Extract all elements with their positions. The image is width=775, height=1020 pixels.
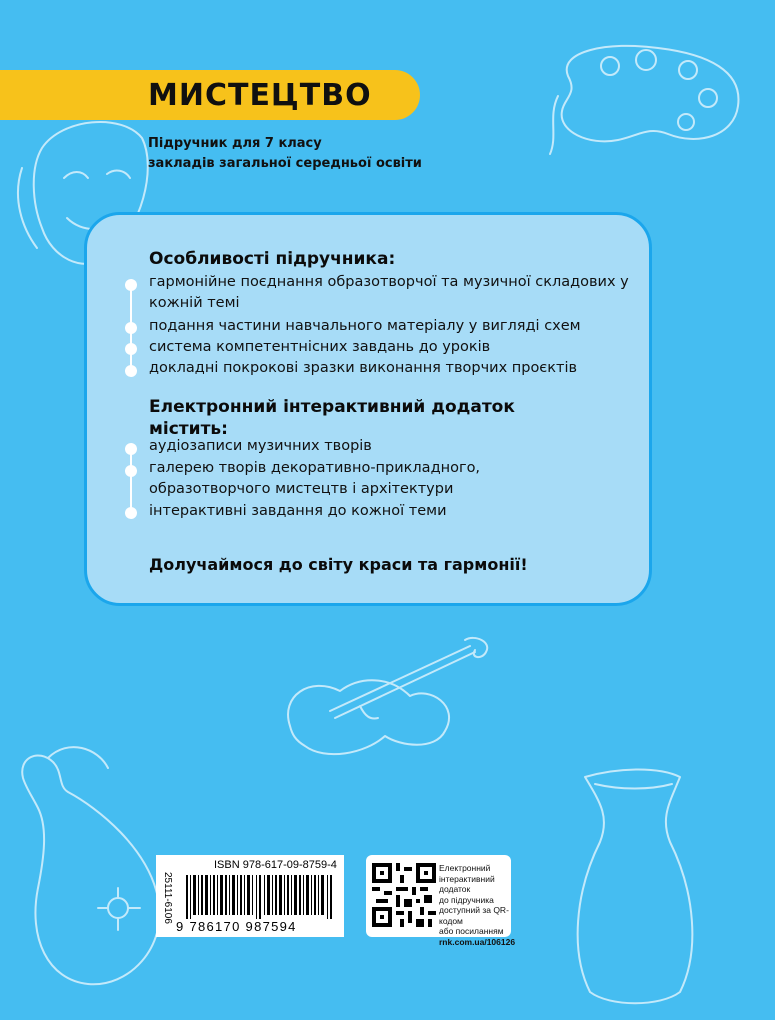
qr-url-link[interactable]: rnk.com.ua/106126	[439, 936, 516, 947]
supplement-heading-line-2: містить:	[149, 419, 228, 439]
qr-line: або посиланням	[439, 926, 504, 936]
side-code: 25111-6106	[162, 872, 173, 924]
subtitle-line-1: Підручник для 7 класу	[148, 136, 322, 151]
feature-item-4: докладні покрокові зразки виконання творчих проєктів	[149, 360, 578, 376]
book-title: МИСТЕЦТВО	[148, 78, 372, 113]
violin-drawing-icon	[270, 636, 500, 766]
bullet-dot	[125, 507, 137, 519]
ean-digits: 9 786170 987594	[176, 919, 297, 934]
subtitle-line-2: закладів загальної середньої освіти	[148, 156, 422, 171]
qr-line: Електронний	[439, 863, 491, 873]
pitcher-drawing-icon	[8, 738, 178, 998]
isbn-label: ISBN 978-617-09-8759-4	[214, 859, 337, 871]
vase-drawing-icon	[560, 762, 710, 1012]
supplement-rail	[130, 449, 132, 513]
bullet-dot	[125, 365, 137, 377]
supplement-heading-line-1: Електронний інтерактивний додаток	[149, 397, 515, 417]
barcode-box	[156, 855, 344, 937]
bullet-dot	[125, 322, 137, 334]
supplement-item-1: аудіозаписи музичних творів	[149, 438, 372, 454]
subtitle	[148, 134, 422, 174]
qr-line: до підручника	[439, 894, 494, 905]
motto: Долучаймося до світу краси та гармонії!	[149, 555, 528, 574]
qr-line: інтерактивний додаток	[439, 873, 495, 894]
barcode-icon	[186, 875, 336, 919]
feature-item-2: подання частини навчального матеріалу у вигляді схем	[149, 318, 581, 334]
features-heading: Особливості підручника:	[149, 249, 396, 269]
qr-line: доступний за QR-кодом	[439, 905, 509, 926]
qr-description	[439, 863, 516, 947]
bullet-dot	[125, 465, 137, 477]
bullet-dot	[125, 343, 137, 355]
feature-item-1: гармонійне поєднання образотворчої та музичної складових у кожній темі	[149, 274, 629, 311]
supplement-item-2: галерею творів декоративно-прикладного, образотворчого мистецтв і архітектури	[149, 460, 481, 497]
qr-code-icon[interactable]	[372, 863, 436, 927]
supplement-item-3: інтерактивні завдання до кожної теми	[149, 503, 447, 519]
title-band	[0, 70, 420, 120]
feature-item-3: система компетентнісних завдань до уроків	[149, 339, 491, 355]
info-panel	[84, 212, 652, 606]
qr-box	[366, 855, 516, 947]
bullet-dot	[125, 279, 137, 291]
palette-drawing-icon	[548, 36, 748, 156]
bullet-dot	[125, 443, 137, 455]
